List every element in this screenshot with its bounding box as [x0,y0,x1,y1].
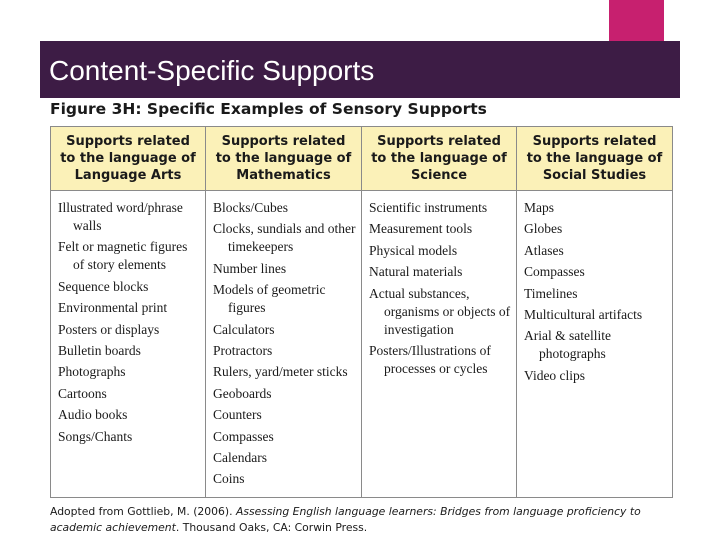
supports-table [50,126,673,498]
list-item: Posters/Illustrations of processes or cycles [369,342,491,376]
list-item: Physical models [369,242,458,258]
list-item: Environmental print [58,300,168,316]
list-science [369,199,512,378]
list-item: Photographs [58,364,126,380]
slide-title: Content-Specific Supports [49,55,375,86]
list-mathematics [213,199,357,488]
list-item: Coins [213,471,245,487]
list-item: Globes [524,221,563,237]
table-header-row [51,127,673,191]
list-item: Rulers, yard/meter sticks [213,364,348,380]
list-item: Felt or magnetic figures of story elements [58,239,188,273]
list-item: Sequence blocks [58,278,149,294]
column-cell-science [362,191,517,498]
list-item: Scientific instruments [369,200,488,215]
list-item: Measurement tools [369,221,473,237]
list-language-arts [58,199,201,446]
list-item: Maps [524,200,554,215]
column-cell-language-arts [51,191,206,498]
list-item: Actual substances, organisms or objects of investigation [369,285,511,337]
list-item: Bulletin boards [58,342,141,358]
list-item: Audio books [58,407,128,423]
figure-title: Figure 3H: Specific Examples of Sensory Supports [50,100,487,118]
list-item: Calendars [213,449,267,465]
citation-prefix: Adopted from Gottlieb, M. (2006). [50,505,236,518]
list-item: Arial & satellite photographs [524,328,611,362]
list-item: Models of geometric figures [213,282,326,316]
column-cell-social-studies [517,191,673,498]
list-item: Blocks/Cubes [213,200,289,215]
list-item: Compasses [213,428,274,444]
list-item: Protractors [213,342,273,358]
list-item: Video clips [524,367,586,383]
list-item: Compasses [524,264,585,280]
list-item: Counters [213,407,262,423]
citation [50,504,690,535]
list-item: Cartoons [58,385,107,401]
list-item: Songs/Chants [58,428,133,444]
column-header-language-arts: Supports related to the language of Language Arts [51,127,206,191]
list-item: Atlases [524,242,564,258]
list-item: Posters or displays [58,321,160,337]
list-item: Geoboards [213,385,272,401]
list-item: Timelines [524,285,578,301]
list-item: Multicultural artifacts [524,306,643,322]
list-item: Clocks, sundials and other timekeepers [213,221,356,255]
list-item: Illustrated word/phrase walls [58,200,183,233]
column-header-mathematics: Supports related to the language of Mathematics [206,127,362,191]
list-item: Number lines [213,260,287,276]
citation-title: Assessing English language learners: Bridges from language proficiency to academic achievement [50,505,641,534]
list-social-studies [524,199,668,385]
citation-suffix: . Thousand Oaks, CA: Corwin Press. [175,520,368,534]
list-item: Natural materials [369,264,463,280]
column-cell-mathematics [206,191,362,498]
list-item: Calculators [213,321,275,337]
column-header-social-studies: Supports related to the language of Social Studies [517,127,673,191]
table-body-row [51,191,673,498]
column-header-science: Supports related to the language of Science [362,127,517,191]
